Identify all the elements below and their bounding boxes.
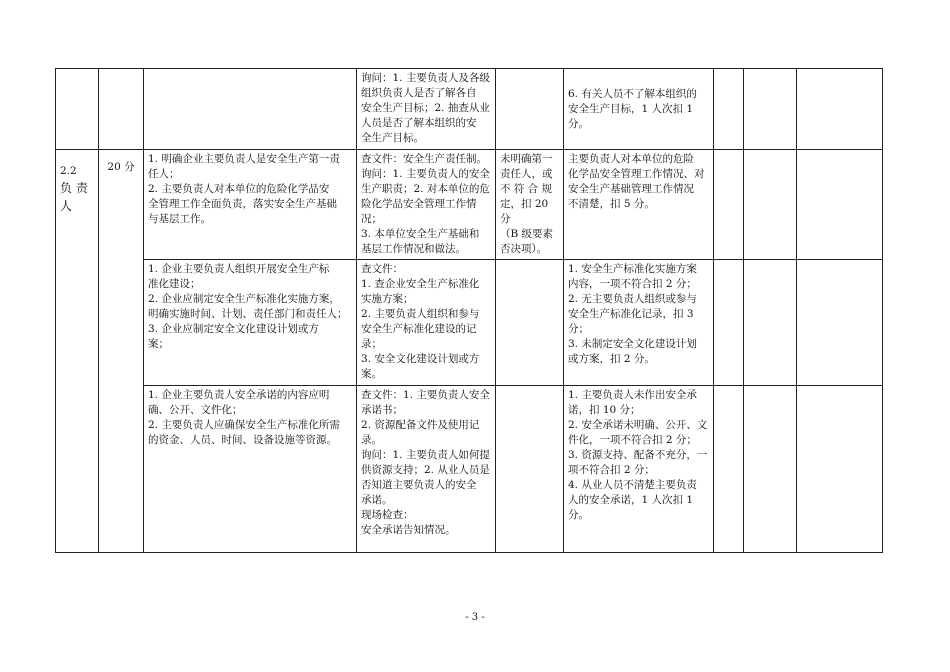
requirement-cell: 1. 明确企业主要负责人是安全生产第一责 任人； 2. 主要负责人对本单位的危险化学品安 全管理工作全面负责，落实安全生产基础 与基层工作。 — [144, 150, 357, 260]
blank-cell — [744, 260, 797, 386]
blank-cell — [714, 260, 744, 386]
blank-cell — [797, 386, 883, 553]
table-row — [56, 260, 883, 386]
check-method-cell: 查文件： 1. 查企业安全生产标准化 实施方案； 2. 主要负责人组织和参与 安全生产标准化建设的记 录； 3. 安全文化建设计划或方 案。 — [357, 260, 496, 386]
requirement-cell — [144, 69, 357, 150]
blank-cell — [797, 260, 883, 386]
blank-cell — [714, 69, 744, 150]
scoring-cell: 1. 主要负责人未作出安全承 诺，扣 10 分； 2. 安全承诺未明确、公开、文 件化，一项不符合扣 2 分； 3. 资源支持、配备不充分，一 项不符合扣 2 分； 4. 从业人员不清楚主要负责 人的安全承诺，1 人次扣 1 分。 — [564, 386, 714, 553]
section-score-cell — [99, 69, 144, 150]
blank-cell — [797, 150, 883, 260]
section-score: 20 分 — [107, 161, 135, 173]
scoring-cell: 6. 有关人员不了解本组织的 安全生产目标，1 人次扣 1 分。 — [564, 69, 714, 150]
requirement-cell: 1. 企业主要负责人安全承诺的内容应明 确、公开、文件化； 2. 主要负责人应确保安全生产标准化所需 的资金、人员、时间、设备设施等资源。 — [144, 386, 357, 553]
evaluation-table — [55, 68, 883, 553]
blank-cell — [714, 150, 744, 260]
blank-cell — [744, 386, 797, 553]
blank-cell — [714, 386, 744, 553]
veto-cell — [496, 69, 564, 150]
blank-cell — [744, 150, 797, 260]
veto-cell: 未明确第一 责任人，或 不 符 合 规 定，扣 20 分 （B 级要素 否决项）。 — [496, 150, 564, 260]
check-method-cell: 询问：1. 主要负责人及各级 组织负责人是否了解各自 安全生产目标；2. 抽查从业 人员是否了解本组织的安 全生产目标。 — [357, 69, 496, 150]
check-method-cell: 查文件：1. 主要负责人安全 承诺书； 2. 资源配备文件及使用记 录。 询问：1. 主要负责人如何提 供资源支持；2. 从业人员是 否知道主要负责人的安全 承诺。 现场检查： 安全承诺告知情况。 — [357, 386, 496, 553]
veto-cell — [496, 260, 564, 386]
table-row — [56, 69, 883, 150]
blank-cell — [744, 69, 797, 150]
section-id-cell — [56, 150, 99, 553]
section-name: 负 责 人 — [60, 181, 88, 213]
page-number: - 3 - — [465, 612, 485, 623]
check-method-cell: 查文件：安全生产责任制。 询问：1. 主要负责人的安全 生产职责；2. 对本单位的危 险化学品安全管理工作情 况； 3. 本单位安全生产基础和 基层工作情况和做法。 — [357, 150, 496, 260]
section-score-cell — [99, 150, 144, 553]
requirement-cell: 1. 企业主要负责人组织开展安全生产标 准化建设； 2. 企业应制定安全生产标准化实施方案， 明确实施时间、计划、责任部门和责任人； 3. 企业应制定安全文化建设计划或方 案； — [144, 260, 357, 386]
table-row — [56, 150, 883, 260]
scoring-cell: 1. 安全生产标准化实施方案 内容，一项不符合扣 2 分； 2. 无主要负责人组织或参与 安全生产标准化记录，扣 3 分； 3. 未制定安全文化建设计划 或方案，扣 2 分。 — [564, 260, 714, 386]
scoring-cell: 主要负责人对本单位的危险 化学品安全管理工作情况、对 安全生产基础管理工作情况 不清楚，扣 5 分。 — [564, 150, 714, 260]
blank-cell — [797, 69, 883, 150]
veto-cell — [496, 386, 564, 553]
section-id: 2.2 — [60, 165, 77, 177]
section-id-cell — [56, 69, 99, 150]
table-row — [56, 386, 883, 553]
